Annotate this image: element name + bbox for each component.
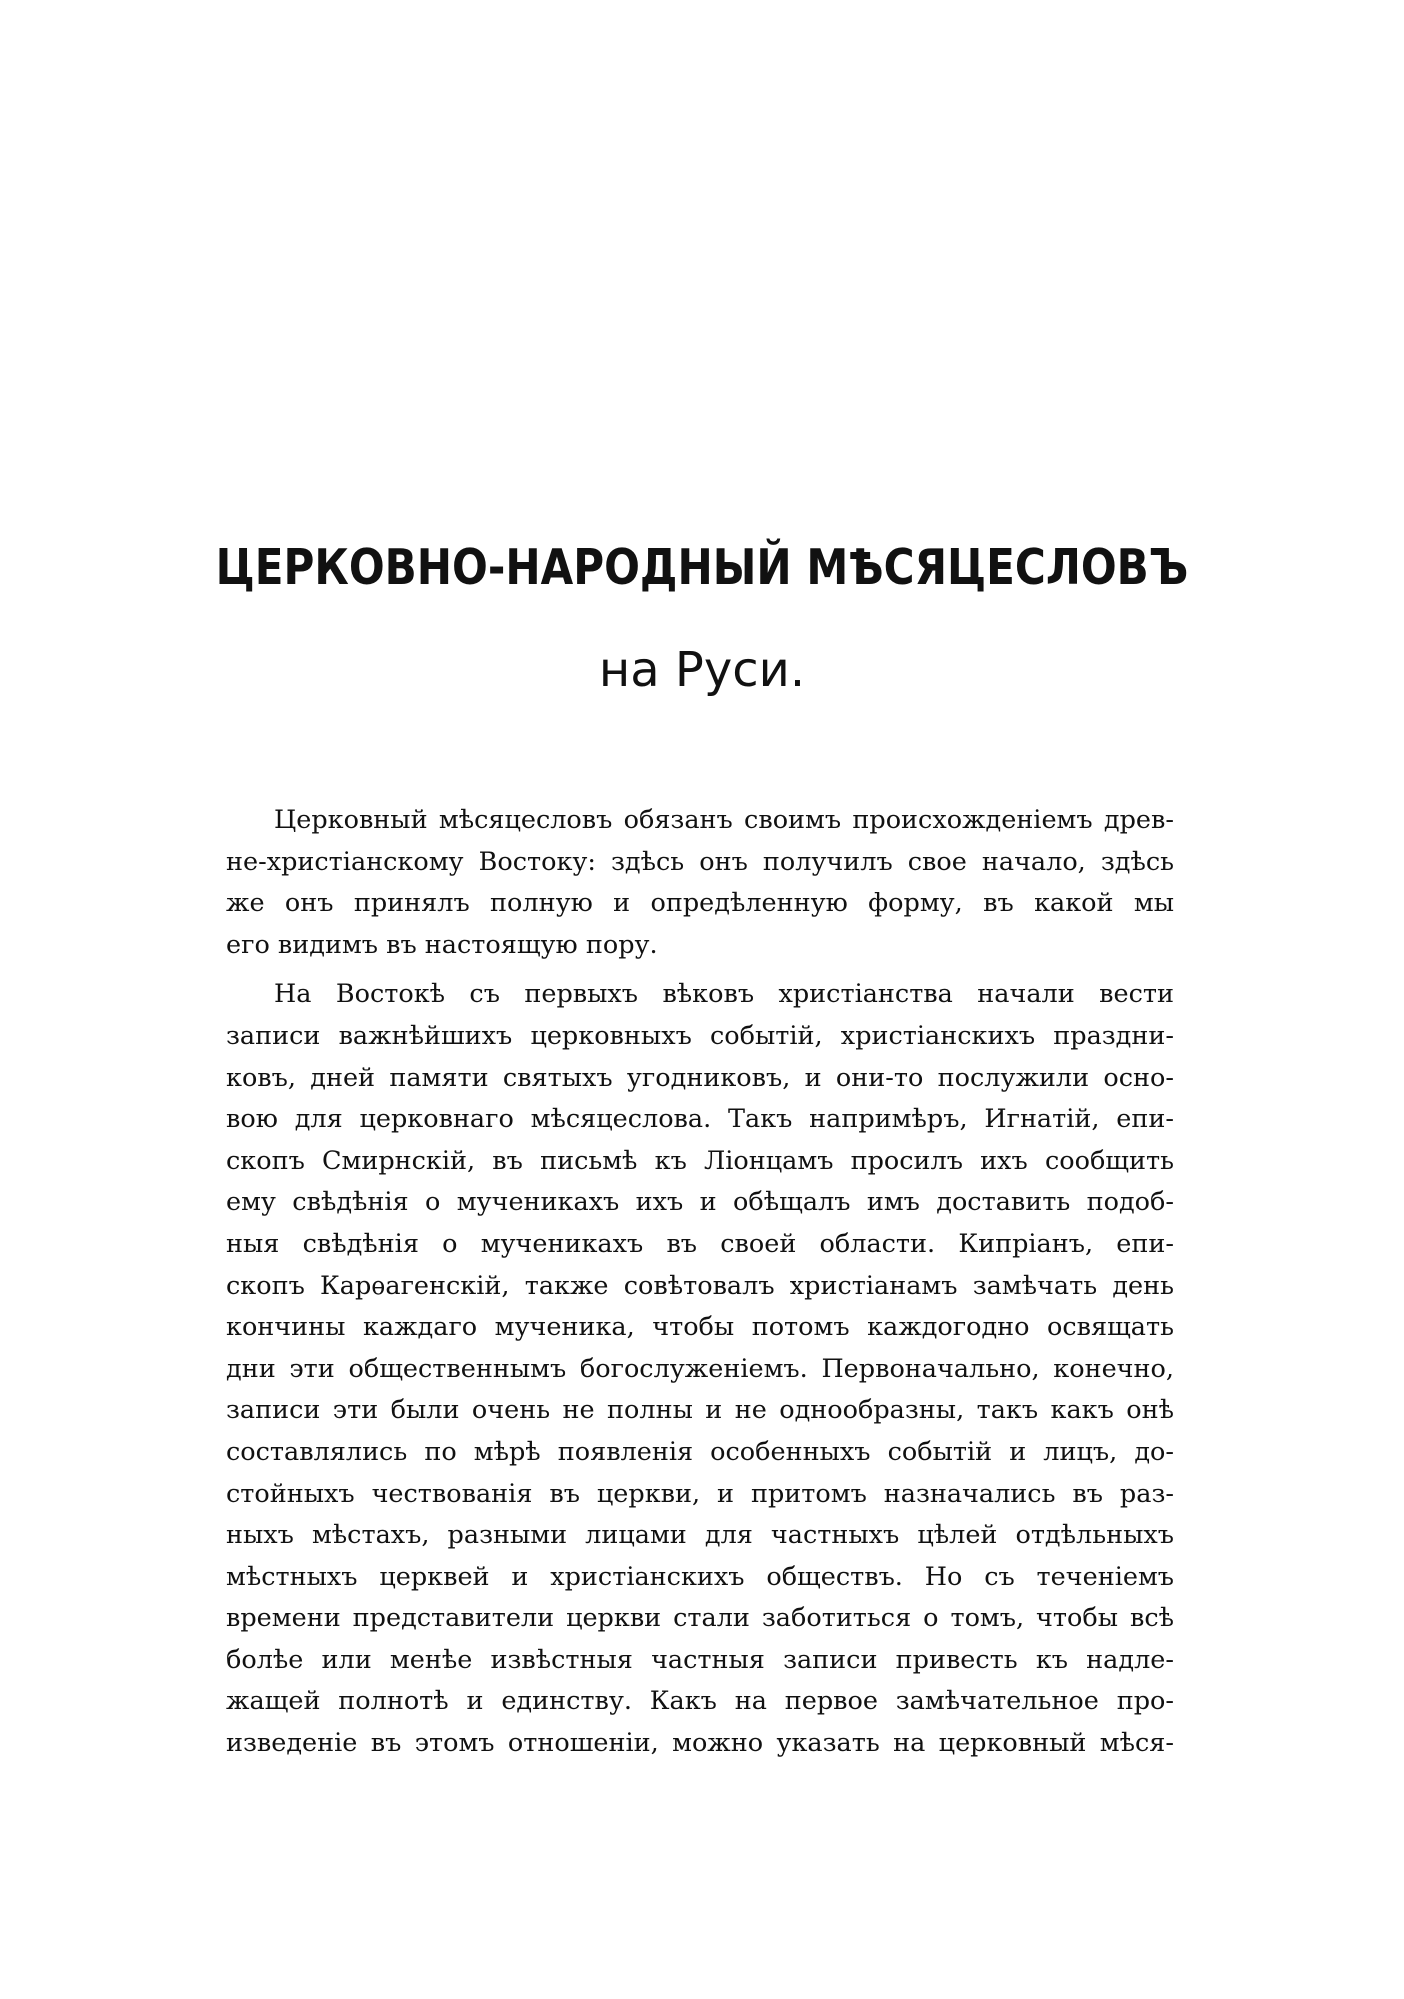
page-title: ЦЕРКОВНО-НАРОДНЫЙ МѢСЯЦЕСЛОВЪ [215,539,1189,596]
text-line: На Востокѣ съ первыхъ вѣковъ христіанства начали вести [274,979,1174,1010]
text-line: скопъ Карѳагенскій, также совѣтовалъ христіанамъ замѣчать день [226,1270,1174,1301]
page-subtitle: на Руси. [598,642,806,698]
text-line: его видимъ въ настоящую пору. [226,929,658,960]
text-line: изведеніе въ этомъ отношеніи, можно указать на церковный мѣся- [226,1728,1174,1759]
body-text [226,800,1174,1765]
text-line: ему свѣдѣнія о мученикахъ ихъ и обѣщалъ имъ доставить подоб- [226,1187,1174,1218]
text-line: кончины каждаго мученика, чтобы потомъ каждогодно освящать [226,1312,1174,1343]
text-line: жащей полнотѣ и единству. Какъ на первое замѣчательное про- [226,1686,1174,1717]
text-line: составлялись по мѣрѣ появленія особенныхъ событій и лицъ, до- [226,1436,1174,1467]
text-line: времени представители церкви стали заботиться о томъ, чтобы всѣ [226,1603,1174,1634]
text-line: скопъ Смирнскій, въ письмѣ къ Ліонцамъ просилъ ихъ сообщить [226,1145,1174,1176]
paragraph-2 [226,974,1174,1764]
text-line: записи эти были очень не полны и не однообразны, такъ какъ онѣ [226,1395,1174,1426]
text-line: болѣе или менѣе извѣстныя частныя записи привесть къ надле- [226,1644,1174,1675]
text-line: записи важнѣйшихъ церковныхъ событій, христіанскихъ праздни- [226,1020,1174,1051]
text-line: дни эти общественнымъ богослуженіемъ. Первоначально, конечно, [226,1353,1174,1384]
text-line: ныхъ мѣстахъ, разными лицами для частныхъ цѣлей отдѣльныхъ [226,1520,1174,1551]
text-line: вою для церковнаго мѣсяцеслова. Такъ напримѣръ, Игнатій, епи- [226,1104,1174,1135]
text-line: ковъ, дней памяти святыхъ угодниковъ, и они-то послужили осно- [226,1062,1174,1093]
text-line: не-христіанскому Востоку: здѣсь онъ получилъ свое начало, здѣсь [226,846,1174,877]
text-line: же онъ принялъ полную и опредѣленную форму, въ какой мы [226,888,1174,919]
text-line: Церковный мѣсяцесловъ обязанъ своимъ происхожденіемъ древ- [274,805,1174,835]
paragraph-1 [226,800,1174,966]
text-line: стойныхъ чествованія въ церкви, и притомъ назначались въ раз- [226,1478,1174,1509]
text-line: ныя свѣдѣнія о мученикахъ въ своей области. Кипріанъ, епи- [226,1228,1174,1259]
text-line: мѣстныхъ церквей и христіанскихъ обществъ. Но съ теченіемъ [226,1561,1174,1592]
